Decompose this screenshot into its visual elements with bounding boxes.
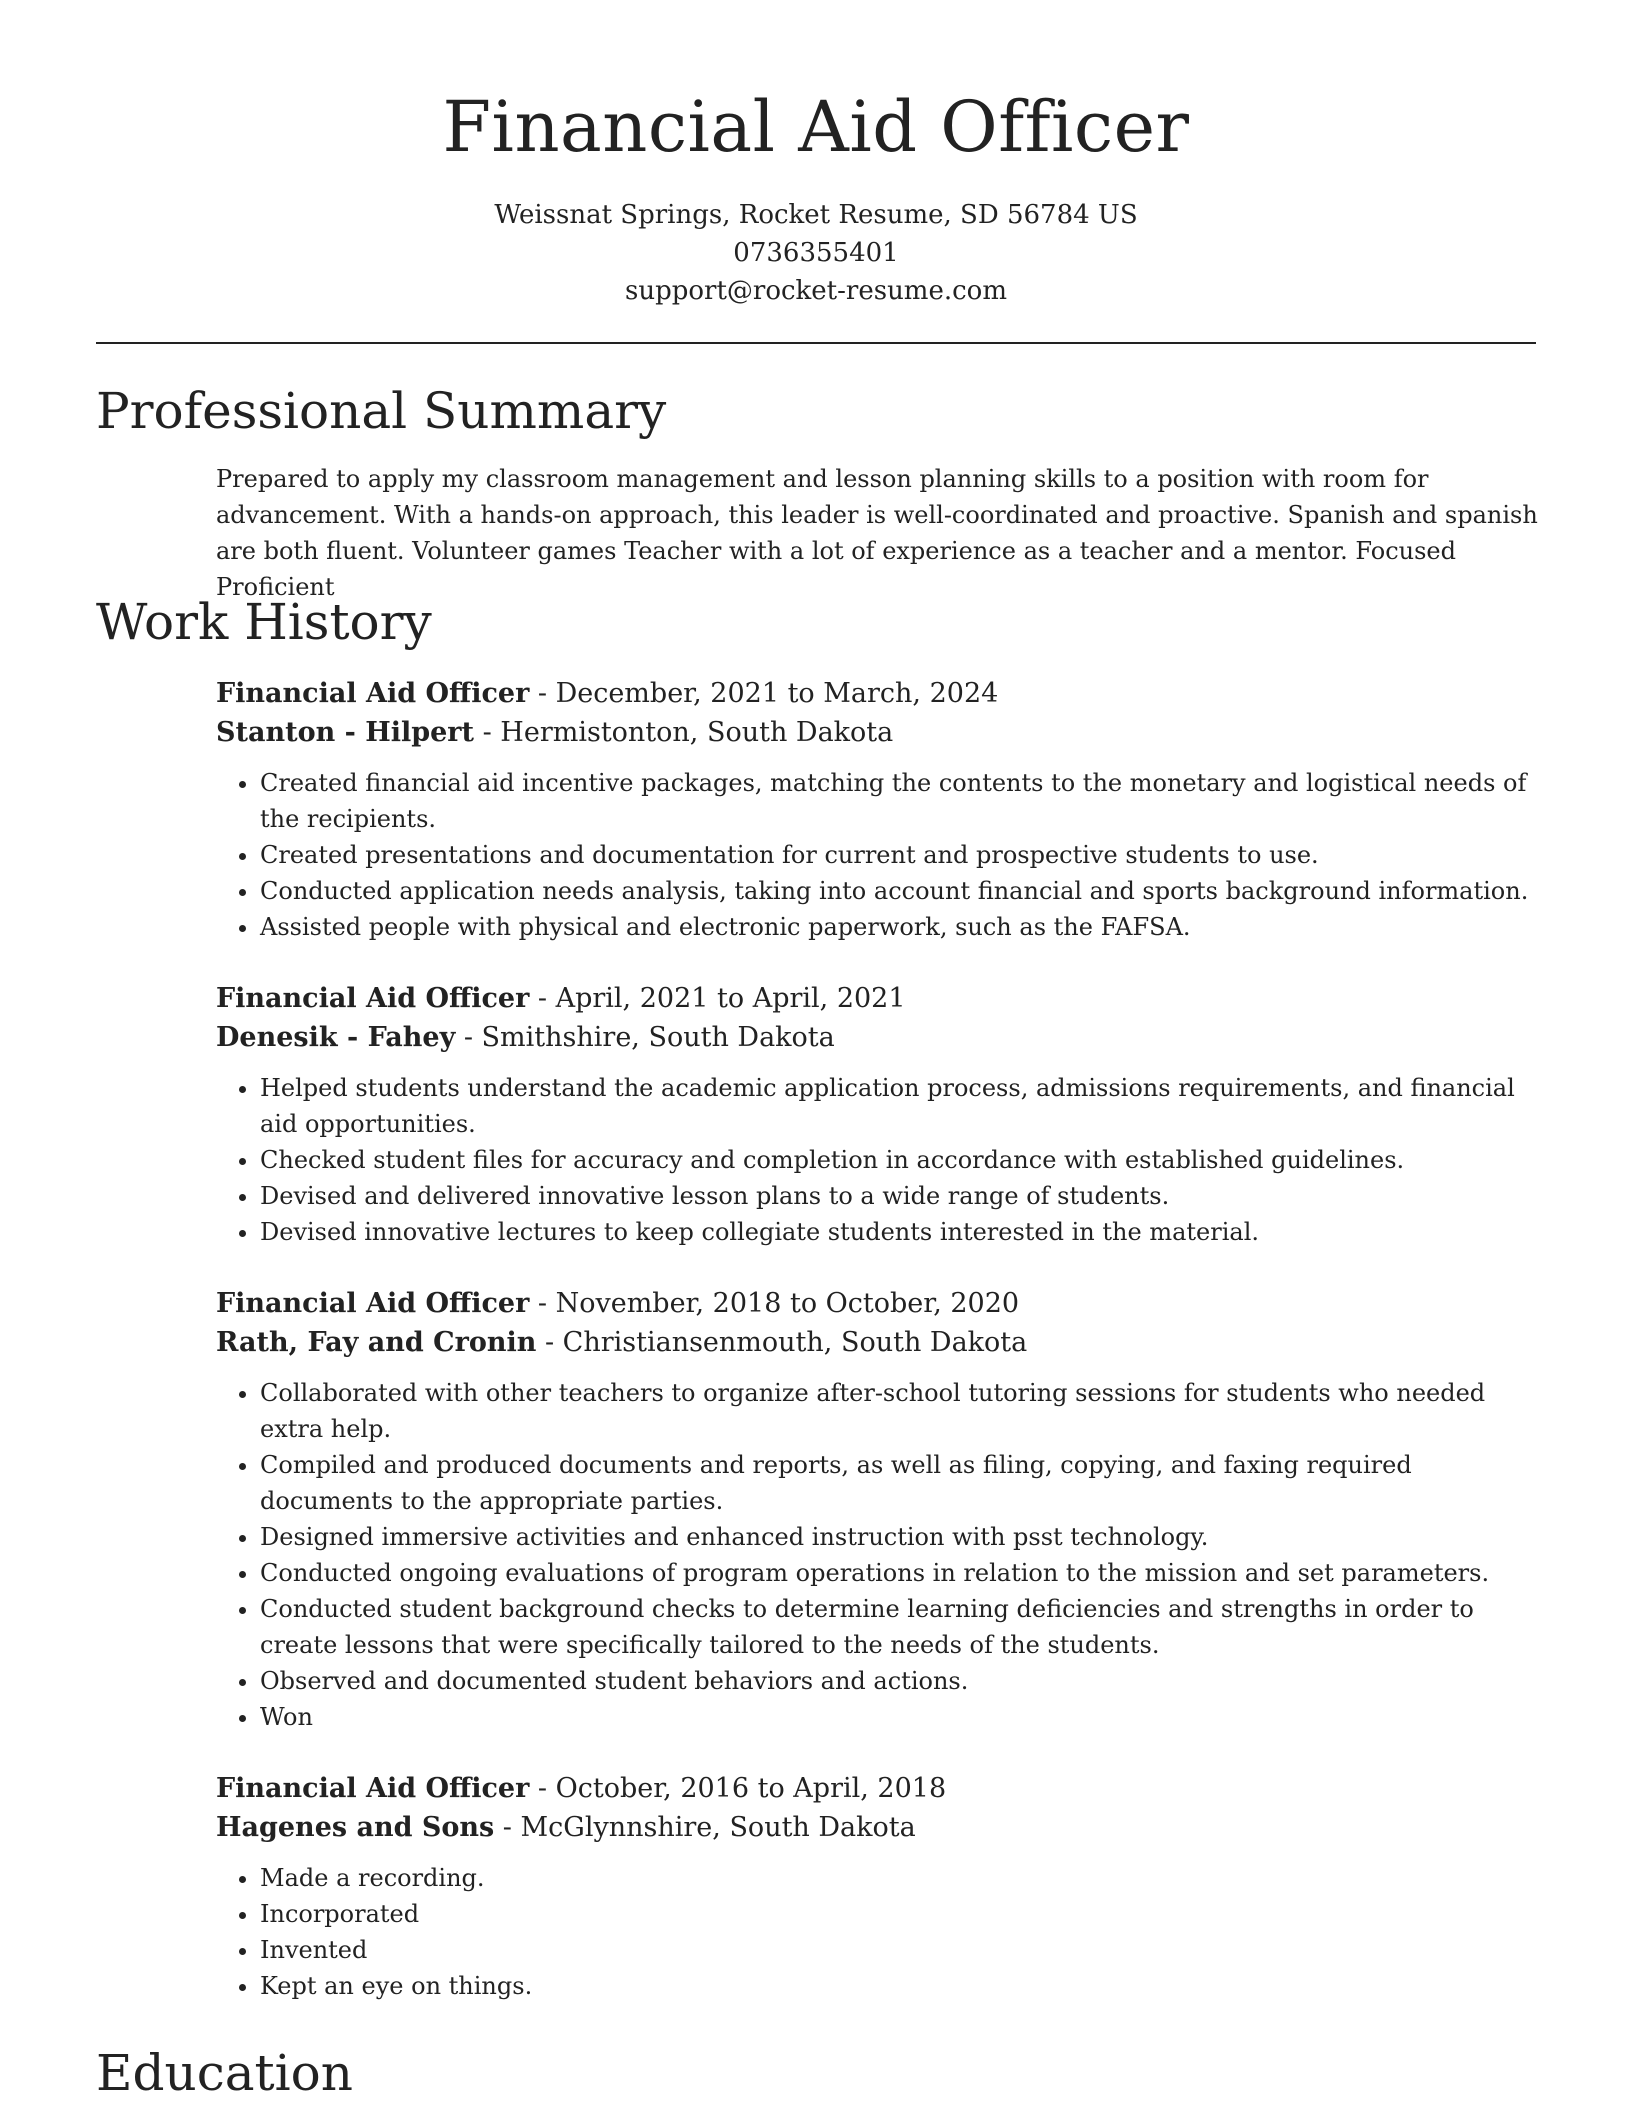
contact-info: [0, 196, 1632, 310]
company-name: Stanton - Hilpert: [216, 717, 474, 748]
section-title-summary: Professional Summary: [96, 382, 667, 440]
job-entry: [216, 979, 1541, 1250]
job-title-line: [216, 1769, 1541, 1808]
job-bullet: • Invented: [260, 1932, 1541, 1968]
job-bullet: • Compiled and produced documents and reports, as well as filing, copying, and faxing required documents to the appropriate parties.: [260, 1447, 1541, 1519]
job-bullet: • Kept an eye on things.: [260, 1968, 1541, 2004]
job-location: - Smithshire, South Dakota: [455, 1022, 835, 1053]
job-bullet: • Created financial aid incentive packages, matching the contents to the monetary and logistical needs of the recipients.: [260, 765, 1541, 837]
job-bullet: • Incorporated: [260, 1896, 1541, 1932]
job-bullets: [216, 765, 1541, 945]
job-location: - Christiansenmouth, South Dakota: [536, 1327, 1028, 1358]
job-company-line: [216, 1018, 1541, 1057]
section-title-education: Education: [96, 2044, 353, 2102]
job-company-line: [216, 1808, 1541, 1847]
header-divider: [96, 342, 1536, 344]
job-bullet: • Assisted people with physical and electronic paperwork, such as the FAFSA.: [260, 909, 1541, 945]
job-bullet: • Collaborated with other teachers to organize after-school tutoring sessions for students who needed extra help.: [260, 1375, 1541, 1447]
work-history-list: [216, 674, 1541, 2004]
company-name: Hagenes and Sons: [216, 1812, 495, 1843]
address: Weissnat Springs, Rocket Resume, SD 56784 US: [494, 200, 1138, 230]
job-title: Financial Aid Officer: [216, 1773, 530, 1804]
job-bullets: [216, 1070, 1541, 1250]
job-bullet: • Checked student files for accuracy and completion in accordance with established guidelines.: [260, 1142, 1541, 1178]
job-bullet: • Helped students understand the academic application process, admissions requirements, and financial aid opportunities.: [260, 1070, 1541, 1142]
job-bullet: • Created presentations and documentation for current and prospective students to use.: [260, 837, 1541, 873]
candidate-name: Financial Aid Officer: [442, 86, 1190, 168]
section-title-work-history: Work History: [96, 593, 432, 651]
email-address: support@rocket-resume.com: [624, 276, 1007, 306]
job-bullet: • Observed and documented student behaviors and actions.: [260, 1663, 1541, 1699]
job-bullet: • Devised and delivered innovative lesson plans to a wide range of students.: [260, 1178, 1541, 1214]
job-bullet: • Conducted ongoing evaluations of program operations in relation to the mission and set parameters.: [260, 1555, 1541, 1591]
job-entry: [216, 1769, 1541, 2004]
company-name: Rath, Fay and Cronin: [216, 1327, 537, 1358]
job-dates: - October, 2016 to April, 2018: [529, 1773, 947, 1804]
resume-header: [0, 0, 1632, 310]
job-bullet: • Conducted student background checks to determine learning deficiencies and strengths in order to create lessons that were specifically tailored to the needs of the students.: [260, 1591, 1541, 1663]
job-bullets: [216, 1375, 1541, 1735]
job-bullet: • Conducted application needs analysis, taking into account financial and sports background information.: [260, 873, 1541, 909]
job-location: - McGlynnshire, South Dakota: [494, 1812, 916, 1843]
job-title: Financial Aid Officer: [216, 1288, 530, 1319]
job-company-line: [216, 1323, 1541, 1362]
job-title-line: [216, 1284, 1541, 1323]
job-bullet: • Made a recording.: [260, 1860, 1541, 1896]
phone-number: 0736355401: [733, 238, 899, 268]
summary-text: Prepared to apply my classroom management and lesson planning skills to a position with room for advancement. With a hands-on approach, this leader is well-coordinated and proactive. Spanish and spanish are both fluent. Volunteer games Teacher with a lot of experience as a teacher and a mentor. Focused Proficient: [216, 465, 1538, 601]
job-title: Financial Aid Officer: [216, 983, 530, 1014]
job-bullet: • Devised innovative lectures to keep collegiate students interested in the material.: [260, 1214, 1541, 1250]
job-title-line: [216, 674, 1541, 713]
job-bullet: • Designed immersive activities and enhanced instruction with psst technology.: [260, 1519, 1541, 1555]
job-company-line: [216, 713, 1541, 752]
job-dates: - December, 2021 to March, 2024: [529, 678, 999, 709]
job-location: - Hermistonton, South Dakota: [474, 717, 894, 748]
job-bullet: • Won: [260, 1699, 1541, 1735]
job-dates: - April, 2021 to April, 2021: [529, 983, 906, 1014]
job-dates: - November, 2018 to October, 2020: [529, 1288, 1020, 1319]
job-bullets: [216, 1860, 1541, 2004]
job-title-line: [216, 979, 1541, 1018]
company-name: Denesik - Fahey: [216, 1022, 456, 1053]
job-entry: [216, 1284, 1541, 1735]
job-entry: [216, 674, 1541, 945]
job-title: Financial Aid Officer: [216, 678, 530, 709]
